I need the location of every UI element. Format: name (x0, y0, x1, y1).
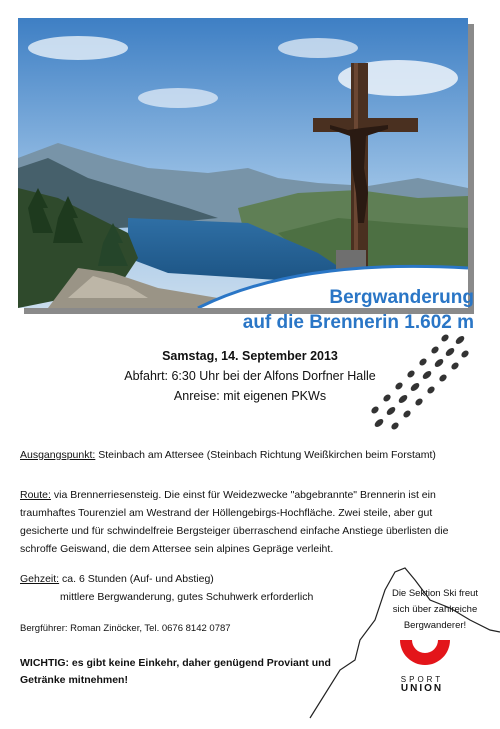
header-photo (18, 18, 468, 308)
logo-wordmark (382, 675, 462, 693)
warning-text: WICHTIG: es gibt keine Einkehr, daher genügend Proviant und Getränke mitnehmen! (20, 657, 331, 686)
time-label: Gehzeit: (20, 573, 60, 585)
departure-info: Abfahrt: 6:30 Uhr bei der Alfons Dorfner Halle (124, 369, 376, 383)
title-line-1: Bergwanderung (329, 287, 474, 308)
title-line-2: auf die Brennerin 1.602 m (242, 312, 474, 333)
start-label: Ausgangspunkt: (20, 449, 96, 461)
event-date: Samstag, 14. September 2013 (162, 349, 338, 363)
guide-contact: Bergführer: Roman Zinöcker, Tel. 0676 8142 0787 (20, 623, 231, 634)
route-label: Route: (20, 489, 51, 501)
difficulty-note: mittlere Bergwanderung, gutes Schuhwerk erforderlich (60, 591, 314, 603)
logo-bottom-text: UNION (400, 683, 444, 694)
start-point (20, 446, 460, 464)
ski-section-note: Die Sektion Ski freut sich über zahlreiche Bergwanderer! (391, 588, 479, 631)
route-text: via Brennerriesensteig. Die einst für Weidezwecke "abgebrannte" Brennerin ist ein traumhaftes Tourenziel am Westrand der Höllengebirgs-Hochfläche. Zwei steile, aber gut gesicherte und für schwindelfreie Bergsteiger überraschend einfache Anstiege überlisten die schroffe Geiswand, die dem Attersee sein alpines Gepräge verleiht. (20, 489, 449, 555)
arrival-info: Anreise: mit eigenen PKWs (173, 389, 327, 403)
start-text: Steinbach am Attersee (Steinbach Richtung Weißkirchen beim Forstamt) (95, 449, 436, 461)
footprints-icon (365, 330, 475, 440)
time-text: ca. 6 Stunden (Auf- und Abstieg) (59, 573, 214, 585)
route-description (20, 486, 460, 558)
logo-top-text: SPORT (400, 675, 444, 684)
